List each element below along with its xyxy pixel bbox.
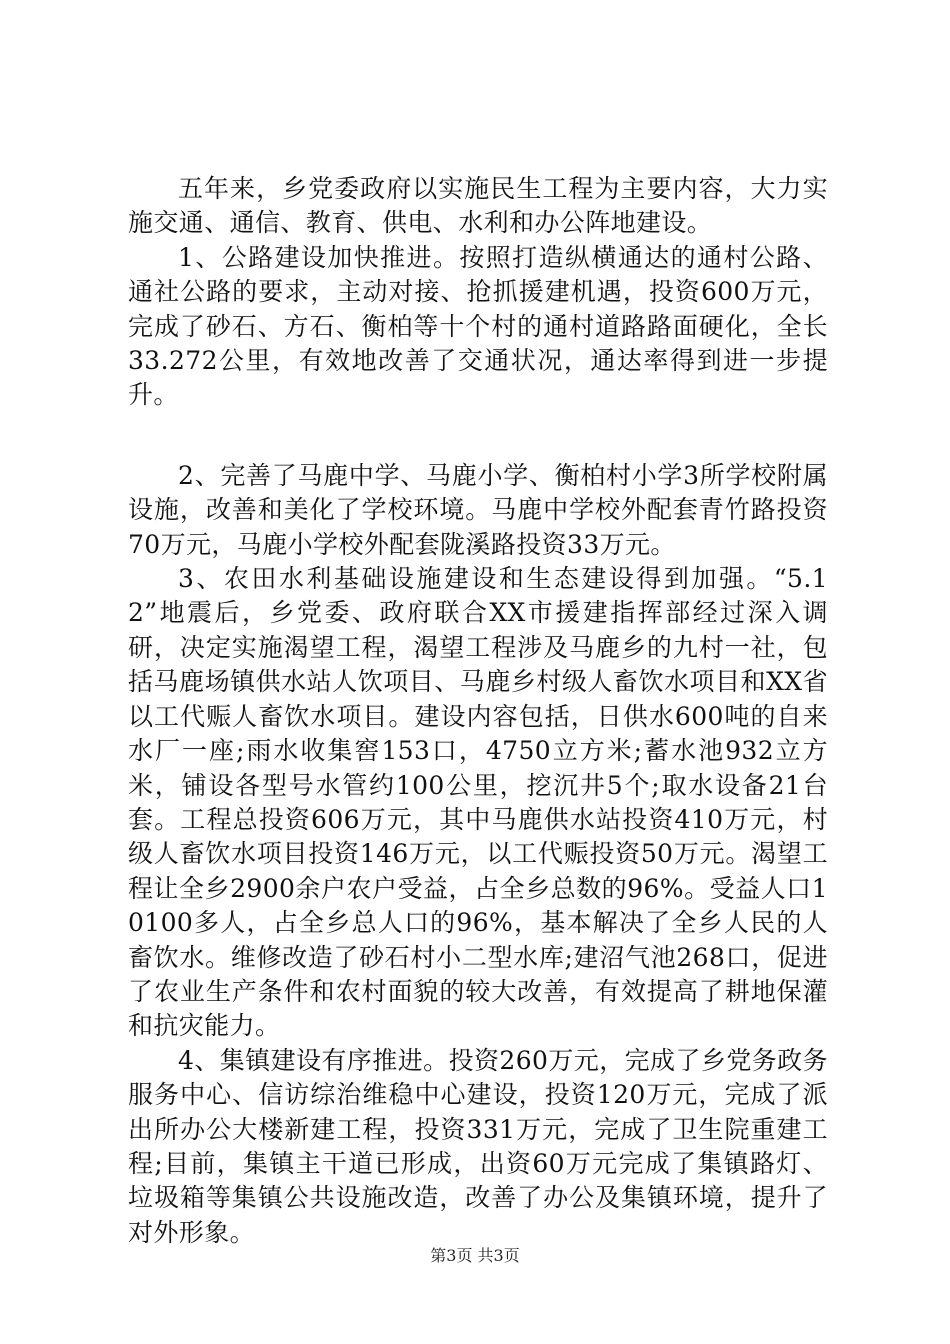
paragraph-water-conservancy: 3、农田水利基础设施建设和生态建设得到加强。“5.12”地震后，乡党委、政府联合XX市援建指挥部经过深入调研，决定实施渴望工程，渴望工程涉及马鹿乡的九村一社，包括马鹿场镇供水站人饮项目、马鹿乡村级人畜饮水项目和XX省以工代赈人畜饮水项目。建设内容包括，日供水600吨的自来水厂一座;雨水收集窖153口，4750立方米;蓄水池932立方米，铺设各型号水管约100公里，挖沉井5个;取水设备21台套。工程总投资606万元，其中马鹿供水站投资410万元，村级人畜饮水项目投资146万元，以工代赈投资50万元。渴望工程让全乡2900余户农户受益，占全乡总数的96%。受益人口10100多人，占全乡总人口的96%，基本解决了全乡人民的人畜饮水。维修改造了砂石村小二型水库;建沼气池268口，促进了农业生产条件和农村面貌的较大改善，有效提高了耕地保灌和抗灾能力。 bbox=[128, 564, 828, 1041]
paragraph-road-construction: 1、公路建设加快推进。按照打造纵横通达的通村公路、通社公路的要求，主动对接、抢抓援建机遇，投资600万元，完成了砂石、方石、衡柏等十个村的通村道路路面硬化，全长33.272公里，有效地改善了交通状况，通达率得到进一步提升。 bbox=[128, 242, 828, 410]
page-number-footer: 第3页 共3页 bbox=[430, 1246, 520, 1265]
document-body bbox=[128, 172, 828, 1250]
paragraph-town-construction: 4、集镇建设有序推进。投资260万元，完成了乡党务政务服务中心、信访综治维稳中心建设，投资120万元，完成了派出所办公大楼新建工程，投资331万元，完成了卫生院重建工程;目前，集镇主干道已形成，出资60万元完成了集镇路灯、垃圾箱等集镇公共设施改造，改善了办公及集镇环境，提升了对外形象。 bbox=[128, 1045, 828, 1247]
paragraph-intro: 五年来，乡党委政府以实施民生工程为主要内容，大力实施交通、通信、教育、供电、水利和办公阵地建设。 bbox=[128, 174, 828, 238]
paragraph-school-facilities: 2、完善了马鹿中学、马鹿小学、衡柏村小学3所学校附属设施，改善和美化了学校环境。马鹿中学校外配套青竹路投资70万元，马鹿小学校外配套陇溪路投资33万元。 bbox=[128, 460, 828, 559]
